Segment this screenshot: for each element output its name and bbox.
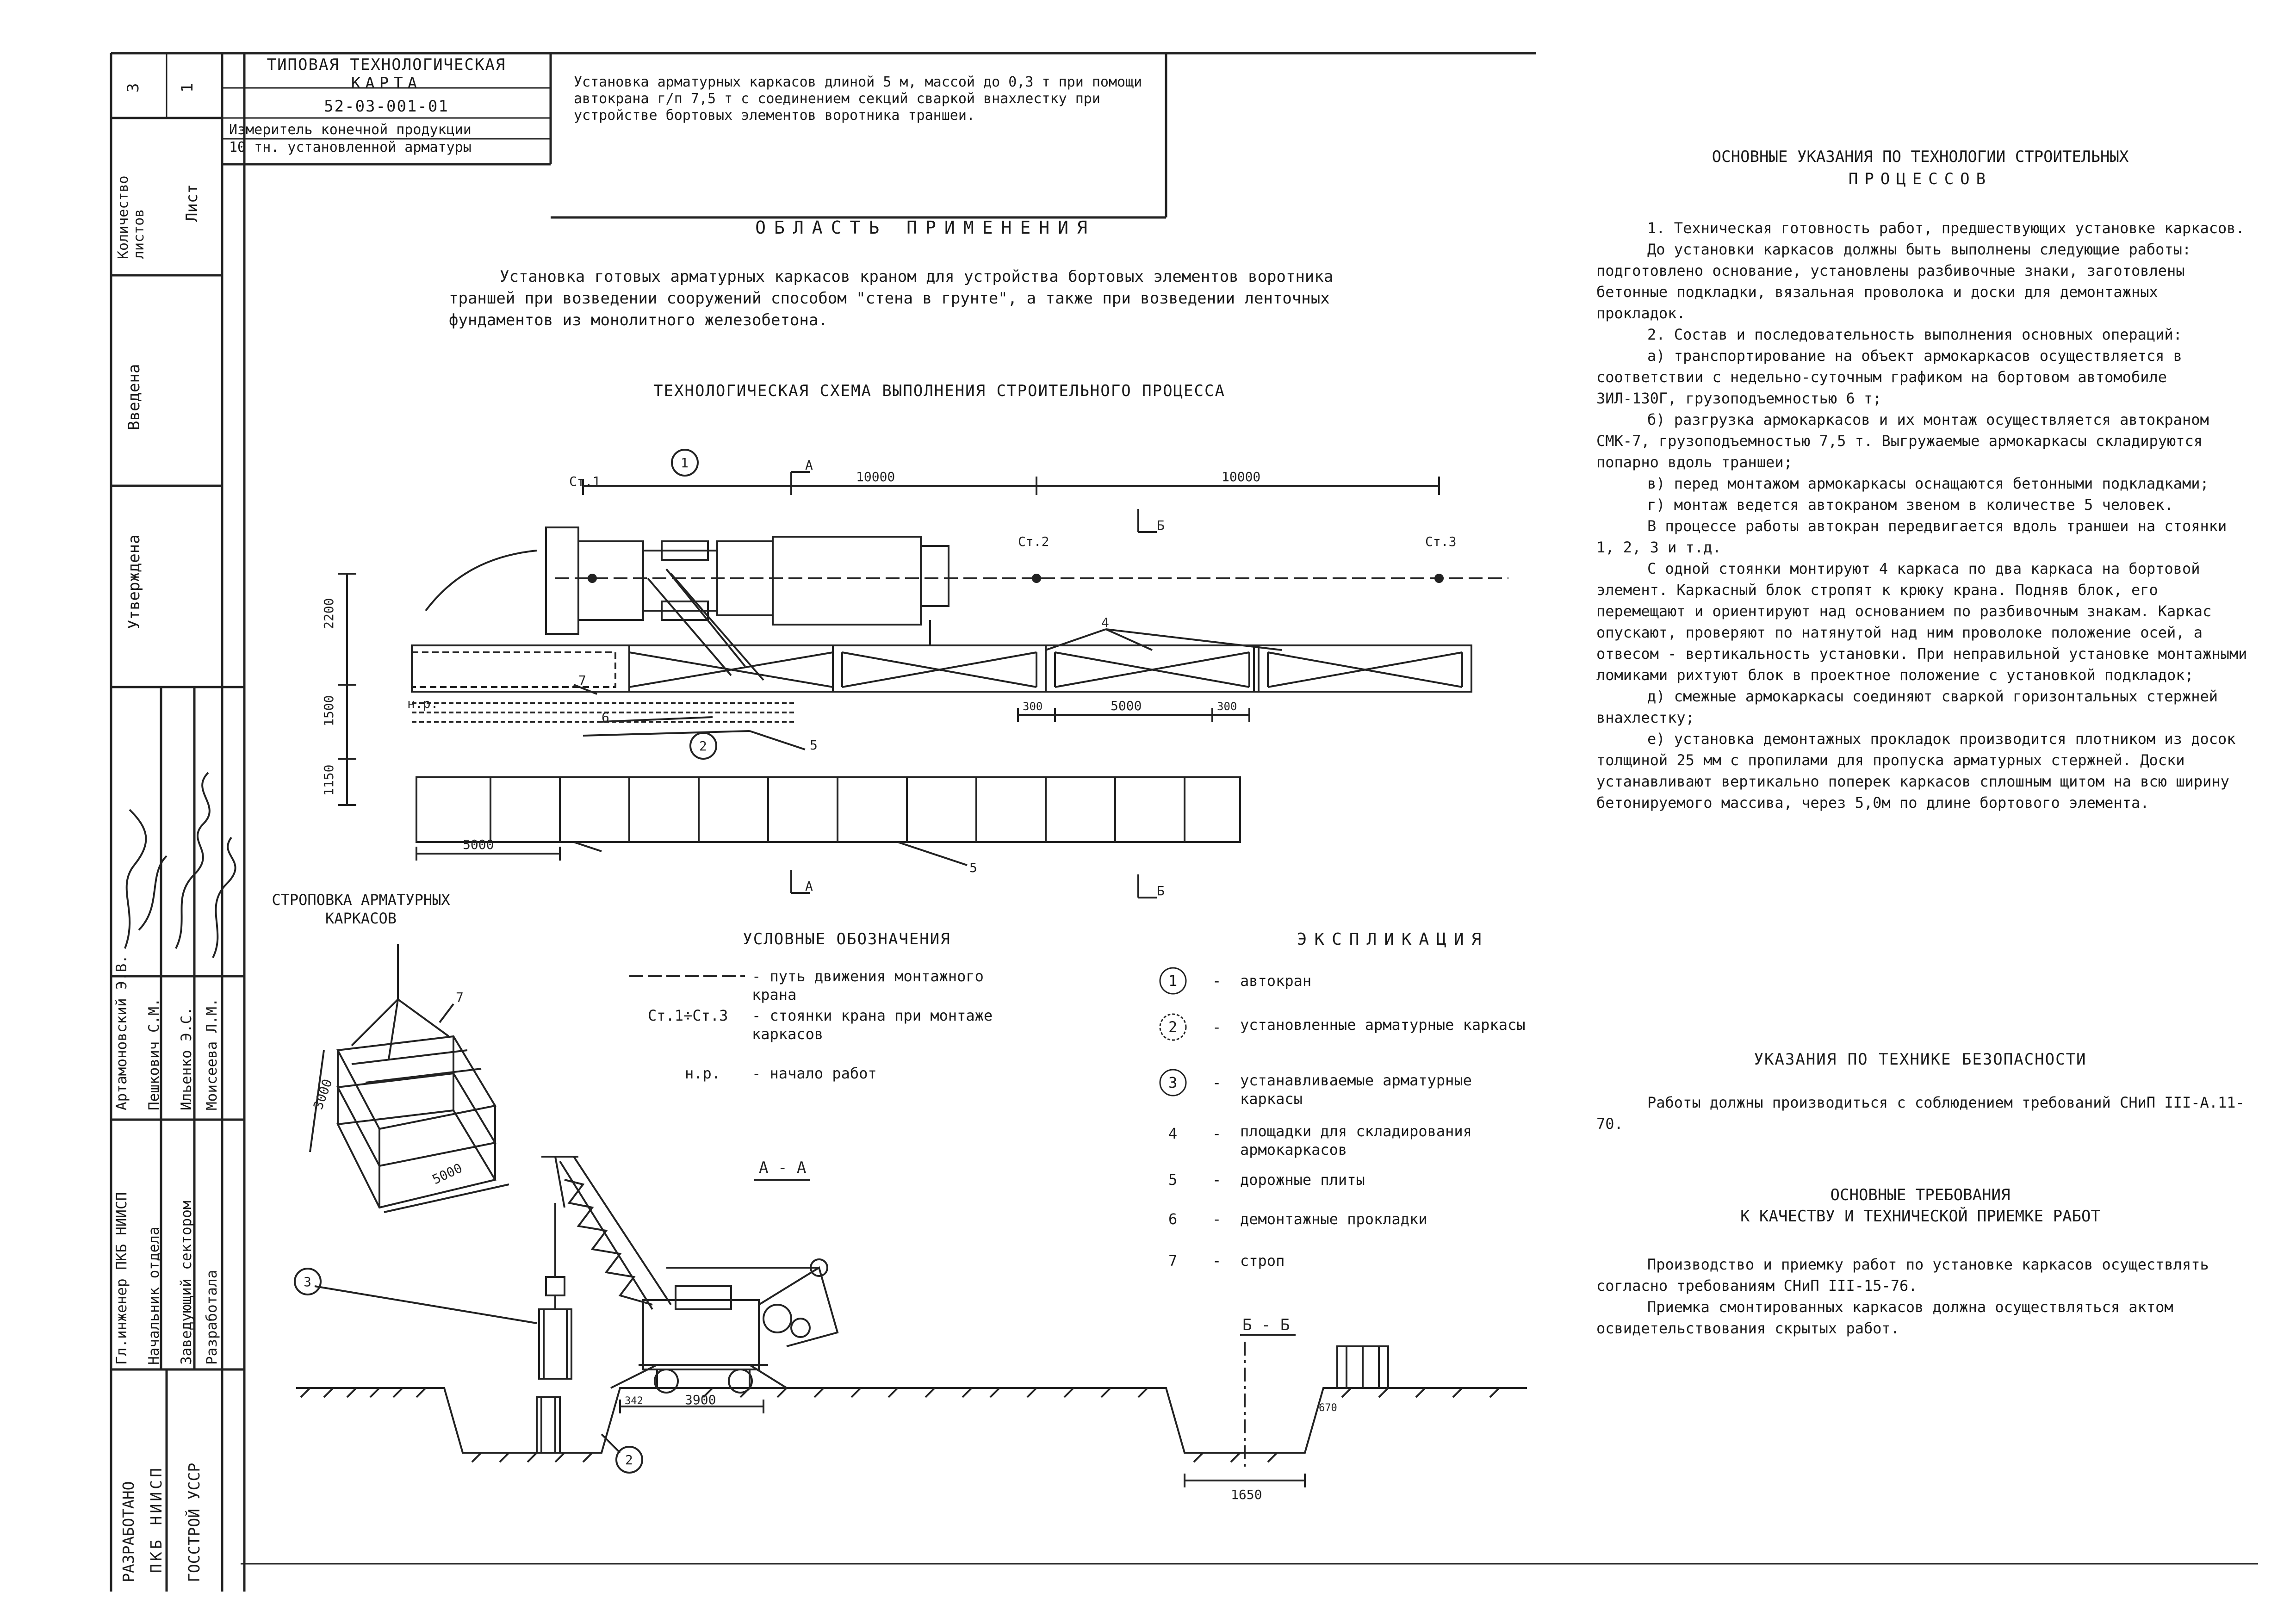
org-pkb: ПКБ НИИСП xyxy=(147,1465,165,1573)
meter-line-1: Измеритель конечной продукции xyxy=(229,122,472,138)
explication-item-6: демонтажные прокладки xyxy=(1240,1210,1427,1228)
instr-p1: 1. Техническая готовность работ, предшествующих установке каркасов. xyxy=(1647,219,2245,237)
section-aa-title: А - А xyxy=(759,1158,807,1177)
quality-body xyxy=(1596,1254,2249,1339)
callout-4: 4 xyxy=(1101,615,1109,630)
doc-type: ТИПОВАЯ ТЕХНОЛОГИЧЕСКАЯ xyxy=(267,56,506,74)
np-label: н.р. xyxy=(407,696,439,711)
section-aa-dim2: 342 xyxy=(625,1395,643,1407)
role-dept-head: Начальник отдела xyxy=(146,1227,162,1365)
explication-dash: - xyxy=(1212,1171,1222,1189)
instr-p3: 2. Состав и последовательность выполнения основных операций: xyxy=(1647,326,2182,343)
instr-p9: С одной стоянки монтируют 4 каркаса по два каркаса на бортовой элемент. Каркасный блок стропят к крюку крана. Подняв блок, его перемещают и ориентируют над основанием по разбивочным знакам. Каркас опускают, проверяют по натянутой над ним проволоке положение осей, а отвесом - вертикальность установки. При неправильной установке монтажными ломиками рихтуют блок в проектное положение с установкой подкладок; xyxy=(1596,560,2247,684)
name-peshkovich: Пешкович С.М. xyxy=(146,998,162,1110)
dim-1500: 1500 xyxy=(321,695,336,726)
section-aa-dim: 3900 xyxy=(685,1392,716,1407)
section-bb-title: Б - Б xyxy=(1242,1316,1290,1334)
slinging-dim-3000: 3000 xyxy=(310,1077,335,1112)
explication-item-4: площадки для складирования армокаркасов xyxy=(1240,1122,1472,1158)
scope-heading: ОБЛАСТЬ ПРИМЕНЕНИЯ xyxy=(755,217,1096,238)
doc-number: 52-03-001-01 xyxy=(324,97,449,116)
explication-item-1: автокран xyxy=(1240,972,1312,990)
explication-dash: - xyxy=(1212,1210,1222,1228)
explication-dash: - xyxy=(1212,1074,1222,1091)
legend-heading: УСЛОВНЫЕ ОБОЗНАЧЕНИЯ xyxy=(743,930,951,948)
legend-key-stations: Ст.1÷Ст.3 xyxy=(648,1007,728,1024)
instr-p11: е) установка демонтажных прокладок производится плотником из досок толщиной 25 мм с пропилами для пропуска арматурных стержней. Доски устанавливают вертикально поперек каркасов сплошным щитом на всю ширину бетонируемого массива, через 5,0м по длине бортового элемента. xyxy=(1596,730,2236,812)
org-gosstroy: ГОССТРОЙ УССР xyxy=(185,1462,203,1582)
section-b-top: Б xyxy=(1157,518,1165,533)
section-bb-dim: 1650 xyxy=(1231,1487,1262,1502)
explication-dash: - xyxy=(1212,972,1222,990)
section-a-a xyxy=(287,1129,1009,1499)
st1-label: Ст.1 xyxy=(569,474,601,489)
legend-item-stations: - стоянки крана при монтаже каркасов xyxy=(752,1007,993,1043)
st2-label: Ст.2 xyxy=(1018,534,1049,549)
label-approved: Утверждена xyxy=(125,534,143,629)
section-aa-callout-2: 2 xyxy=(625,1452,633,1468)
name-moiseeva: Моисеева Л.М. xyxy=(204,998,220,1110)
section-a-top: А xyxy=(805,458,813,473)
org-developed: РАЗРАБОТАНО xyxy=(119,1481,137,1582)
instr-p2: До установки каркасов должны быть выполнены следующие работы: подготовлено основание, установлены разбивочные знаки, заготовлены бетонные подкладки, вязальная проволока и доски для демонтажных прокладок. xyxy=(1596,241,2191,322)
dim-300-b: 300 xyxy=(1217,700,1237,713)
instr-p6: в) перед монтажом армокаркасы оснащаются бетонными подкладками; xyxy=(1647,475,2209,492)
signatures xyxy=(111,689,245,976)
explication-num-2: 2 xyxy=(1168,1018,1178,1036)
explication-num-1: 1 xyxy=(1168,972,1178,990)
legend-item-path: - путь движения монтажного крана xyxy=(752,967,984,1004)
callout-1: 1 xyxy=(681,455,689,471)
instr-p7: г) монтаж ведется автокраном звеном в количестве 5 человек. xyxy=(1647,496,2173,514)
explication-item-2: установленные арматурные каркасы xyxy=(1240,1016,1526,1034)
dim-1150: 1150 xyxy=(321,764,336,796)
label-introduced: Введена xyxy=(125,364,143,430)
doc-type-card: КАРТА xyxy=(351,74,422,93)
dim-2200: 2200 xyxy=(321,598,336,629)
label-sheet: Лист xyxy=(183,184,201,222)
instr-p10: д) смежные армокаркасы соединяют сваркой горизонтальных стержней внахлестку; xyxy=(1596,688,2218,726)
section-b-bottom: Б xyxy=(1157,883,1165,898)
dim-10000-b: 10000 xyxy=(1222,469,1261,484)
explication-dash: - xyxy=(1212,1018,1222,1036)
scope-text: Установка готовых арматурных каркасов краном для устройства бортовых элементов воротника траншей при возведении сооружений способом "стена в грунте", а также при возведении ленточных фундаментов из монолитного железобетона. xyxy=(449,267,1334,329)
callout-5b: 5 xyxy=(969,860,977,875)
explication-num-3: 3 xyxy=(1168,1074,1178,1091)
explication-num-4: 4 xyxy=(1168,1125,1178,1142)
quality-heading: ОСНОВНЫЕ ТРЕБОВАНИЯ К КАЧЕСТВУ И ТЕХНИЧЕСКОЙ ПРИЕМКЕ РАБОТ xyxy=(1740,1186,2100,1226)
role-developer: Разработала xyxy=(204,1270,220,1365)
callout-2: 2 xyxy=(699,738,707,754)
dim-5000-b: 5000 xyxy=(463,837,494,852)
section-a-bottom: А xyxy=(805,879,813,894)
label-sheet-count: Количество листов xyxy=(115,175,147,259)
crane-path-symbol xyxy=(629,972,750,981)
name-artamonovsky: Артамоновский Э.В. xyxy=(113,955,130,1110)
section-b-b xyxy=(972,1314,1545,1527)
scheme-heading: ТЕХНОЛОГИЧЕСКАЯ СХЕМА ВЫПОЛНЕНИЯ СТРОИТЕЛЬНОГО ПРОЦЕССА xyxy=(653,382,1225,400)
name-ilenko: Ильенко Э.С. xyxy=(178,1007,195,1110)
explication-item-3: устанавливаемые арматурные каркасы xyxy=(1240,1072,1472,1108)
legend-item-start: - начало работ xyxy=(752,1065,877,1082)
quality-p1: Производство и приемку работ по установке каркасов осуществлять согласно требованиям СНиП III-15-76. xyxy=(1596,1256,2209,1295)
section-aa-callout-3: 3 xyxy=(304,1274,311,1289)
safety-heading: УКАЗАНИЯ ПО ТЕХНИКЕ БЕЗОПАСНОСТИ xyxy=(1754,1050,2087,1069)
instr-p8: В процессе работы автокран передвигается вдоль траншеи на стоянки 1, 2, 3 и т.д. xyxy=(1596,517,2227,556)
safety-body: Работы должны производиться с соблюдением требований СНиП III-А.11-70. xyxy=(1596,1094,2245,1133)
role-chief-engineer: Гл.инженер ПКБ НИИСП xyxy=(113,1192,130,1365)
dim-300-a: 300 xyxy=(1023,700,1043,713)
section-bb-dim2: 670 xyxy=(1319,1402,1337,1414)
instr-p4: а) транспортирование на объект армокаркасов осуществляется в соответствии с недельно-суточным графиком на бортовом автомобиле ЗИЛ-130Г, грузоподъемностью 6 т; xyxy=(1596,347,2182,407)
explication-num-5: 5 xyxy=(1168,1171,1178,1189)
meter-line-2: 10 тн. установленной арматуры xyxy=(229,139,472,155)
explication-dash: - xyxy=(1212,1252,1222,1270)
instructions-body xyxy=(1596,217,2249,813)
explication-item-5: дорожные плиты xyxy=(1240,1171,1365,1189)
explication-num-7: 7 xyxy=(1168,1252,1178,1270)
legend-key-start: н.р. xyxy=(685,1065,721,1082)
callout-5a: 5 xyxy=(810,737,818,753)
instr-p5: б) разгрузка армокаркасов и их монтаж осуществляется автокраном СМК-7, грузоподъемностью 7,5 т. Выгружаемые армокаркасы складируются попарно вдоль траншеи; xyxy=(1596,411,2209,471)
explication-heading: ЭКСПЛИКАЦИЯ xyxy=(1297,930,1489,949)
explication-num-6: 6 xyxy=(1168,1210,1178,1228)
instructions-heading: ОСНОВНЫЕ УКАЗАНИЯ ПО ТЕХНОЛОГИИ СТРОИТЕЛЬНЫХ ПРОЦЕССОВ xyxy=(1712,148,2129,188)
plan-scheme xyxy=(296,435,1522,916)
sheet-number: 1 xyxy=(178,83,197,93)
callout-7: 7 xyxy=(578,673,586,688)
st3-label: Ст.3 xyxy=(1425,534,1457,549)
slinging-heading: СТРОПОВКА АРМАТУРНЫХ КАРКАСОВ xyxy=(272,891,450,927)
explication-dash: - xyxy=(1212,1125,1222,1142)
slinging-dim-5000: 5000 xyxy=(430,1160,465,1188)
slinging-callout-7: 7 xyxy=(456,990,464,1005)
dim-5000-a: 5000 xyxy=(1111,698,1142,713)
callout-6: 6 xyxy=(602,710,609,725)
doc-description: Установка арматурных каркасов длиной 5 м, массой до 0,3 т при помощи автокрана г/п 7,5 т с соединением секций сваркой внахлестку при устройстве бортовых элементов воротника траншеи. xyxy=(574,74,1142,124)
role-sector-head: Заведующий сектором xyxy=(178,1201,195,1365)
quality-p2: Приемка смонтированных каркасов должна осуществляться актом освидетельствования скрытых работ. xyxy=(1596,1298,2173,1337)
sheet-count: 3 xyxy=(124,83,143,93)
dim-10000-a: 10000 xyxy=(856,469,895,484)
explication-item-7: строп xyxy=(1240,1252,1285,1270)
